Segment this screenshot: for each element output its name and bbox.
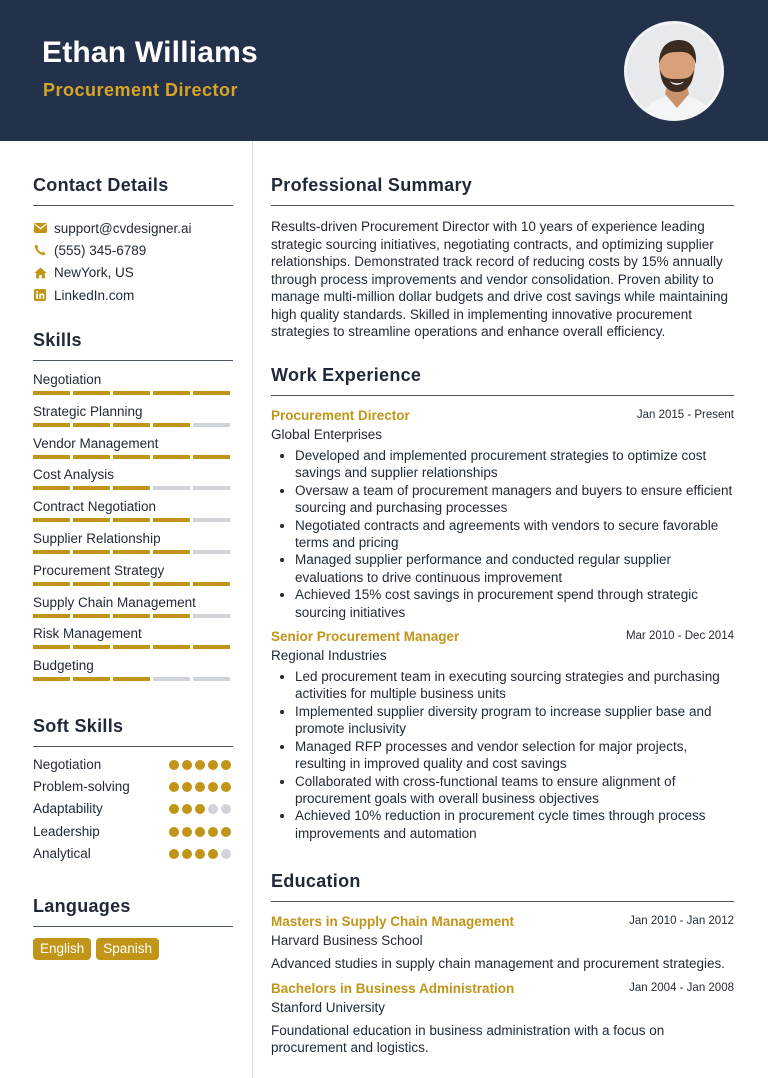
profile-photo [624,21,724,121]
skill-item [33,401,233,433]
skill-level-segment [193,391,230,395]
skill-label: Budgeting [33,658,94,674]
skill-level-bars [33,518,230,522]
job-bullets [271,668,734,842]
job-bullet: • Managed supplier performance and conducted regular supplier evaluations to drive continuous improvement [295,551,734,586]
job-company: Global Enterprises [271,427,383,442]
education-school: Stanford University [271,999,386,1015]
rating-dot [208,849,218,859]
job-bullet: • Collaborated with cross-functional teams to ensure alignment of procurement goals with overall business objectives [295,773,734,808]
contact-linkedin-text: LinkedIn.com [54,287,135,303]
skill-level-bars [33,423,230,427]
skill-level-segment [73,677,110,681]
skill-level-bars [33,582,230,586]
skill-item [33,433,233,465]
education-degree: Bachelors in Business Administration [271,980,515,996]
skill-level-segment [193,423,230,427]
soft-skill-rating [169,827,231,837]
skill-level-segment [153,455,190,459]
skill-level-segment [33,582,70,586]
soft-skill-item [33,798,233,820]
rating-dot [208,827,218,837]
skill-level-bars [33,486,230,490]
home-icon [33,266,47,280]
skill-level-segment [73,455,110,459]
rating-dot [182,849,192,859]
contact-title: Contact Details [33,175,169,195]
contact-location-text: NewYork, US [54,265,134,281]
job-title: Procurement Director [271,408,410,423]
skill-level-segment [113,423,150,427]
education-date: Jan 2004 - Jan 2008 [629,981,734,994]
soft-skill-rating [169,782,231,792]
skill-level-segment [153,486,190,490]
contact-email-text: support@cvdesigner.ai [54,220,192,236]
soft-skill-label: Adaptability [33,801,103,817]
skill-level-segment [193,582,230,586]
skill-label: Procurement Strategy [33,562,165,578]
skill-label: Negotiation [33,372,102,387]
skill-level-bars [33,455,230,459]
job-bullet: • Achieved 10% reduction in procurement cycle times through process improvements and automation [295,807,734,842]
skills-title: Skills [33,330,82,350]
education-header [271,914,734,932]
rating-dot [169,760,179,770]
languages-section [33,896,233,960]
skill-level-segment [113,614,150,618]
section-rule [33,926,233,927]
skill-level-segment [113,582,150,586]
skill-level-segment [33,518,70,522]
rating-dot [208,804,218,814]
education-date: Jan 2010 - Jan 2012 [629,915,734,927]
profile-photo-image [627,24,724,121]
skill-level-segment [33,550,70,554]
skill-level-bars [33,391,230,395]
candidate-name: Ethan Williams [42,36,258,69]
skill-level-segment [73,550,110,554]
job-bullet: • Achieved 15% cost savings in procurement spend through strategic sourcing initiatives [295,586,734,621]
job-bullet: • Implemented supplier diversity program to increase supplier base and promote inclusivity [295,703,734,738]
section-rule [33,205,233,206]
contact-list [33,217,233,306]
skill-item [33,464,233,496]
education-entry [271,981,734,1057]
section-rule [33,746,233,747]
education-title: Education [271,871,361,891]
rating-dot [221,849,231,859]
skill-level-segment [113,455,150,459]
skill-level-segment [73,518,110,522]
rating-dot [169,804,179,814]
skills-section [33,330,233,687]
contact-phone-text: (555) 345-6789 [54,242,147,258]
section-rule [271,205,734,206]
soft-skill-label: Problem-solving [33,779,130,795]
job-entry [271,408,734,621]
candidate-role: Procurement Director [43,80,239,100]
rating-dot [221,804,231,814]
skill-level-segment [113,518,150,522]
skill-item [33,655,233,687]
language-badge: English [33,938,91,960]
job-bullet: • Led procurement team in executing sourcing strategies and purchasing activities for multiple business units [295,668,734,703]
skill-label: Vendor Management [33,435,159,451]
skill-level-segment [113,645,150,649]
job-title: Senior Procurement Manager [271,629,460,645]
job-date: Jan 2015 - Present [636,409,734,421]
education-entry [271,914,734,973]
skill-label: Risk Management [33,626,142,642]
phone-icon [33,243,47,257]
rating-dot [169,827,179,837]
job-bullet: • Oversaw a team of procurement managers and buyers to ensure efficient sourcing and purchasing processes [295,482,734,517]
skill-item [33,592,233,624]
rating-dot [195,782,205,792]
summary-title: Professional Summary [271,175,473,195]
skill-label: Supplier Relationship [33,530,161,546]
languages-list [33,938,233,960]
education-header [271,981,734,999]
section-rule [271,901,734,902]
skill-level-segment [33,486,70,490]
skill-level-bars [33,614,230,618]
job-bullets [271,447,734,621]
skill-level-bars [33,645,230,649]
job-header [271,629,734,647]
section-rule [33,360,233,361]
skill-level-segment [113,391,150,395]
skill-level-segment [193,677,230,681]
skill-level-segment [113,486,150,490]
contact-email[interactable] [33,217,233,239]
job-bullet: • Managed RFP processes and vendor selection for major projects, resulting in improved quality and cost savings [295,738,734,773]
skill-label: Supply Chain Management [33,594,196,610]
skill-level-segment [153,582,190,586]
skill-level-bars [33,677,230,681]
skill-label: Strategic Planning [33,403,143,419]
summary-text: Results-driven Procurement Director with 10 years of experience leading strategic sourcing initiatives, negotiating contracts, and optimizing supplier relationships. Demonstrated track record of reducing costs by 15% annually through process improvements and vendor consolidation. Proven ability to manage multi-million dollar budgets and drive cost savings while maintaining high quality standards. Skilled in implementing innovative procurement strategies to streamline operations and enhance overall efficiency. [271,219,728,339]
skill-item [33,560,233,592]
rating-dot [195,849,205,859]
skill-level-segment [73,391,110,395]
skill-level-segment [33,645,70,649]
soft-skill-label: Analytical [33,845,91,861]
skill-level-segment [113,550,150,554]
rating-dot [221,827,231,837]
education-description: Advanced studies in supply chain management and procurement strategies. [271,956,726,971]
skill-level-segment [193,518,230,522]
soft-skill-label: Negotiation [33,757,102,772]
skill-label: Contract Negotiation [33,499,157,515]
soft-skill-rating [169,760,231,770]
summary-section [271,175,734,341]
rating-dot [208,782,218,792]
soft-skill-item [33,754,233,776]
skill-item [33,528,233,560]
linkedin-icon [33,288,47,302]
skill-level-segment [193,486,230,490]
rating-dot [169,782,179,792]
skill-level-segment [113,677,150,681]
soft-skills-list [33,754,233,865]
skill-level-segment [153,423,190,427]
job-entry [271,629,734,842]
contact-section [33,175,233,306]
resume-header [0,0,768,141]
skill-level-segment [153,645,190,649]
email-icon [33,221,47,235]
skill-item [33,623,233,655]
column-divider [252,141,253,1078]
soft-skill-label: Leadership [33,823,100,839]
skill-level-segment [73,486,110,490]
job-bullet: • Negotiated contracts and agreements with vendors to secure favorable terms and pricing [295,517,734,552]
language-badge: Spanish [96,938,159,960]
rating-dot [182,782,192,792]
skill-item [33,496,233,528]
skill-level-segment [33,614,70,618]
skill-label: Cost Analysis [33,467,115,483]
skill-level-segment [153,614,190,618]
rating-dot [195,804,205,814]
skill-level-segment [153,391,190,395]
job-company: Regional Industries [271,648,387,664]
skill-level-segment [193,614,230,618]
soft-skill-item [33,843,233,865]
rating-dot [221,760,231,770]
job-bullet: • Developed and implemented procurement strategies to optimize cost savings and supplier relationships [295,447,734,482]
job-date: Mar 2010 - Dec 2014 [625,630,734,643]
skills-list [33,369,233,687]
contact-location [33,262,233,284]
skill-level-segment [193,550,230,554]
skill-level-segment [193,645,230,649]
rating-dot [221,782,231,792]
rating-dot [208,760,218,770]
skill-level-segment [33,455,70,459]
education-description: Foundational education in business administration with a focus on procurement and logistics. [271,1022,665,1055]
rating-dot [169,849,179,859]
skill-level-segment [33,391,70,395]
contact-linkedin[interactable] [33,284,233,306]
skill-level-segment [33,677,70,681]
skill-level-segment [73,645,110,649]
contact-phone[interactable] [33,239,233,261]
skill-level-segment [153,518,190,522]
section-rule [271,395,734,396]
rating-dot [182,804,192,814]
rating-dot [195,760,205,770]
education-section [271,871,734,1057]
skill-level-segment [73,582,110,586]
skill-level-segment [73,423,110,427]
experience-title: Work Experience [271,365,422,385]
skill-level-segment [73,614,110,618]
skill-level-segment [33,423,70,427]
experience-section [271,365,734,842]
soft-skill-item [33,776,233,798]
languages-title: Languages [33,896,131,916]
education-degree: Masters in Supply Chain Management [271,914,515,929]
soft-skill-rating [169,804,231,814]
soft-skill-rating [169,849,231,859]
education-school: Harvard Business School [271,933,423,948]
job-header [271,408,734,426]
skill-level-segment [193,455,230,459]
skill-level-bars [33,550,230,554]
soft-skills-section [33,716,233,865]
skill-level-segment [153,550,190,554]
rating-dot [195,827,205,837]
soft-skills-title: Soft Skills [33,716,124,736]
rating-dot [182,827,192,837]
rating-dot [182,760,192,770]
skill-level-segment [153,677,190,681]
skill-item [33,369,233,401]
soft-skill-item [33,821,233,843]
